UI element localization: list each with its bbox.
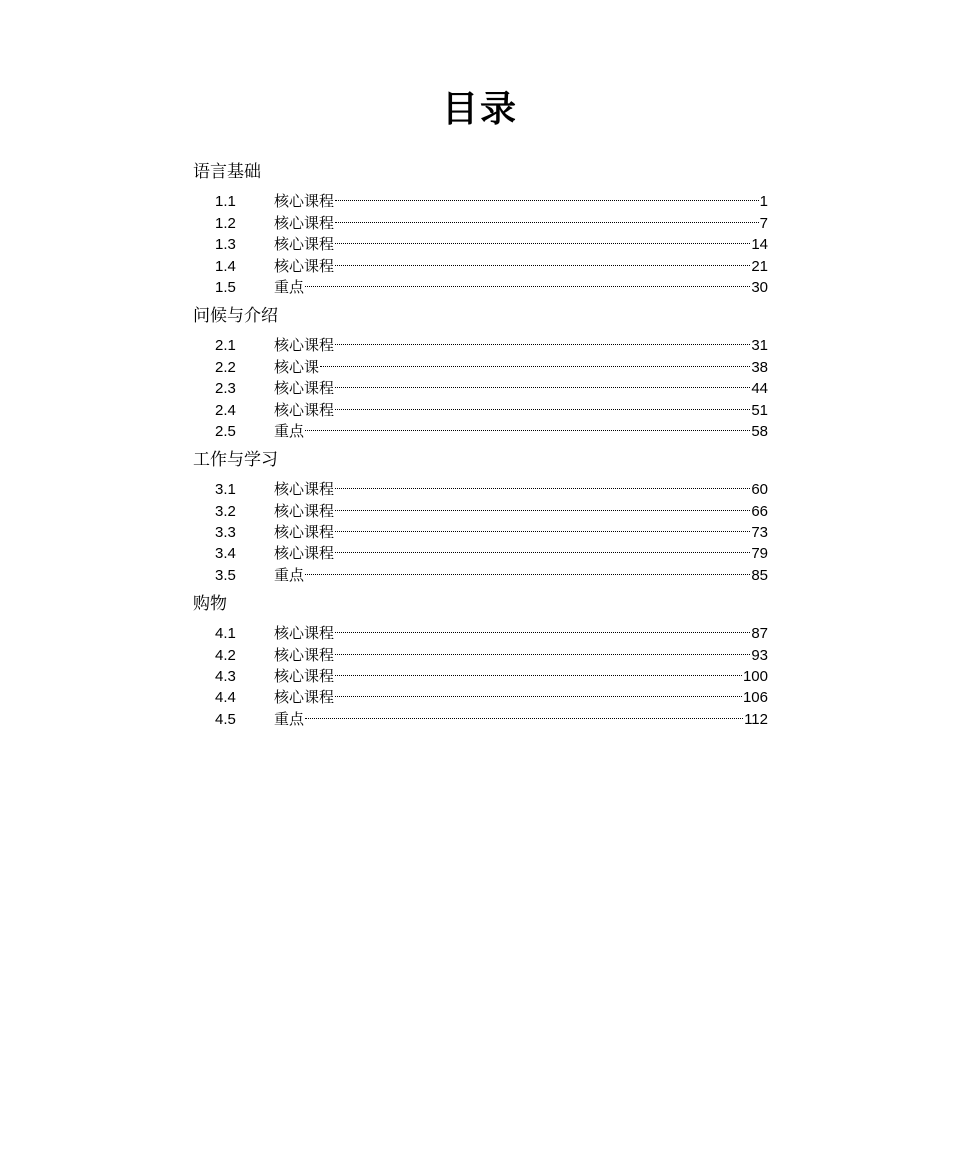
entry-number: 2.1 (215, 337, 236, 355)
entry-page-number: 73 (751, 524, 768, 542)
dot-leader (335, 617, 750, 638)
entry-page-number: 21 (751, 257, 768, 275)
entry-page-number: 100 (742, 668, 768, 686)
entry-page-number: 44 (751, 380, 768, 398)
dot-leader (335, 329, 750, 350)
entry-number: 1.1 (215, 193, 236, 211)
entry-number: 3.5 (215, 566, 236, 584)
entry-page-number: 106 (742, 689, 768, 707)
page-title: 目录 (441, 89, 518, 130)
entry-label: 核心课程 (274, 544, 335, 563)
entry-label: 核心课程 (274, 523, 335, 542)
entry-label: 核心课程 (274, 379, 335, 398)
entry-number: 3.1 (215, 481, 236, 499)
entry-page-number: 93 (751, 646, 768, 664)
entry-page-number: 1 (759, 193, 768, 211)
entry-page-number: 60 (751, 481, 768, 499)
entry-number: 2.3 (215, 380, 236, 398)
dot-leader (320, 350, 750, 371)
entry-number: 4.3 (215, 668, 236, 686)
entry-page-number: 79 (751, 545, 768, 563)
dot-leader (305, 702, 743, 723)
entry-label: 核心课程 (274, 501, 335, 520)
entry-label: 核心课程 (274, 645, 335, 664)
dot-leader (335, 249, 750, 270)
toc-section (193, 448, 768, 584)
entry-label: 重点 (274, 277, 305, 296)
entry-number: 4.2 (215, 646, 236, 664)
entry-label: 核心课程 (274, 480, 335, 499)
entry-page-number: 112 (744, 710, 768, 728)
entry-number: 3.4 (215, 545, 236, 563)
entry-number: 3.2 (215, 502, 236, 520)
entry-number: 1.2 (215, 214, 236, 232)
entry-page-number: 87 (751, 625, 768, 643)
dot-leader (335, 537, 750, 558)
entry-label: 核心课程 (274, 624, 335, 643)
entry-label: 核心课程 (274, 235, 335, 254)
dot-leader (335, 185, 759, 206)
entry-label: 核心课程 (274, 667, 335, 686)
dot-leader (335, 473, 750, 494)
entry-label: 重点 (274, 709, 305, 728)
section-heading: 购物 (193, 593, 227, 614)
toc-section (193, 160, 768, 296)
entry-page-number: 7 (759, 214, 768, 232)
entry-label: 核心课程 (274, 256, 335, 275)
dot-leader (335, 660, 742, 681)
entry-number: 1.5 (215, 278, 236, 296)
dot-leader (305, 558, 750, 579)
entry-number: 2.5 (215, 422, 236, 440)
entry-number: 3.3 (215, 524, 236, 542)
entry-number: 2.2 (215, 358, 236, 376)
dot-leader (305, 415, 750, 436)
entry-page-number: 38 (751, 358, 768, 376)
entry-label: 重点 (274, 421, 305, 440)
dot-leader (335, 393, 750, 414)
toc-entry[interactable] (193, 185, 768, 211)
entry-page-number: 51 (751, 401, 768, 419)
entry-number: 1.4 (215, 257, 236, 275)
toc-entry[interactable] (193, 617, 768, 643)
toc-entry[interactable] (193, 473, 768, 499)
entry-label: 核心课 (274, 357, 320, 376)
dot-leader (335, 494, 750, 515)
entry-page-number: 31 (751, 337, 768, 355)
toc-section (193, 592, 768, 728)
entry-page-number: 14 (751, 236, 768, 254)
dot-leader (335, 681, 742, 702)
entry-label: 核心课程 (274, 400, 335, 419)
entry-label: 核心课程 (274, 213, 335, 232)
entry-number: 2.4 (215, 401, 236, 419)
entry-label: 重点 (274, 565, 305, 584)
dot-leader (335, 372, 750, 393)
section-heading: 工作与学习 (193, 449, 278, 470)
dot-leader (335, 638, 750, 659)
toc-section (193, 304, 768, 440)
entry-label: 核心课程 (274, 192, 335, 211)
entry-page-number: 85 (751, 566, 768, 584)
entry-label: 核心课程 (274, 336, 335, 355)
entry-number: 4.1 (215, 625, 236, 643)
toc-entry[interactable] (193, 329, 768, 355)
dot-leader (335, 206, 759, 227)
table-of-contents (193, 160, 768, 736)
section-heading: 问候与介绍 (193, 305, 278, 326)
entry-number: 4.4 (215, 689, 236, 707)
dot-leader (305, 271, 750, 292)
dot-leader (335, 228, 750, 249)
entry-label: 核心课程 (274, 688, 335, 707)
section-heading: 语言基础 (193, 162, 261, 182)
entry-page-number: 58 (751, 422, 768, 440)
entry-page-number: 30 (751, 278, 768, 296)
entry-number: 4.5 (215, 710, 236, 728)
dot-leader (335, 516, 750, 537)
entry-number: 1.3 (215, 236, 236, 254)
entry-page-number: 66 (751, 502, 768, 520)
